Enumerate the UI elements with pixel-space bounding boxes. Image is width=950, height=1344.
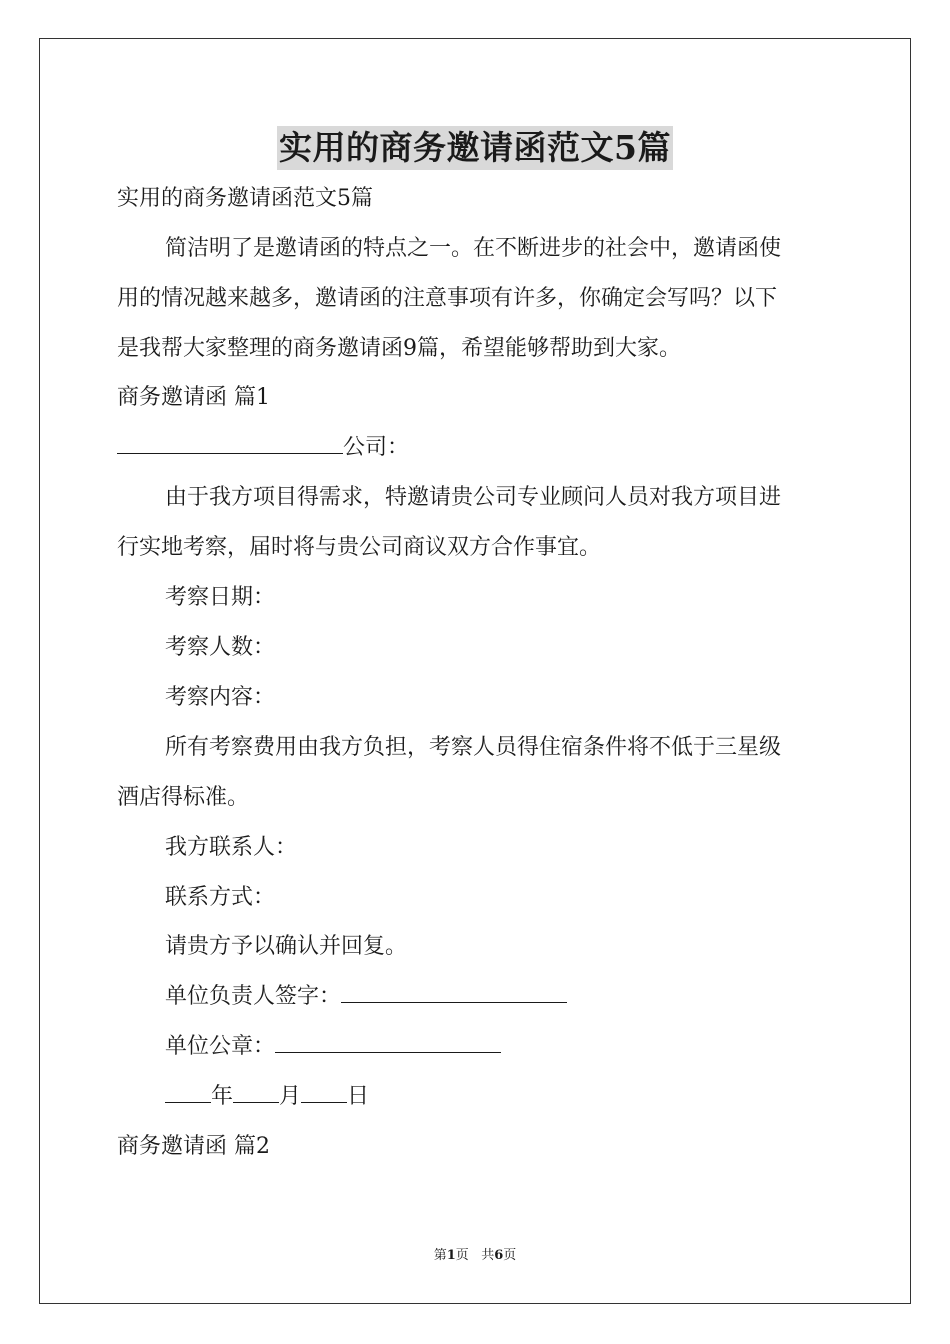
- company-line: [117, 433, 409, 463]
- inspection-date-label: 考察日期：: [165, 585, 276, 610]
- section-2-heading: 商务邀请函 篇2: [117, 1134, 270, 1159]
- confirm-request: 请贵方予以确认并回复。: [165, 934, 408, 959]
- section-1-heading: 商务邀请函 篇1: [117, 385, 270, 410]
- day-blank: [301, 1082, 347, 1103]
- cost-line-2: 酒店得标准。: [117, 785, 250, 810]
- seal-label: 单位公章：: [165, 1034, 276, 1059]
- document-title: [0, 126, 950, 172]
- section-1-body-line-2: 行实地考察，届时将与贵公司商议双方合作事宜。: [117, 535, 602, 560]
- intro-line-1: 简洁明了是邀请函的特点之一。在不断进步的社会中，邀请函使: [165, 236, 782, 261]
- day-label: 日: [347, 1084, 370, 1109]
- contact-person-label: 我方联系人：: [165, 835, 298, 860]
- intro-line-2: 用的情况越来越多，邀请函的注意事项有许多，你确定会写吗？以下: [117, 286, 778, 311]
- inspection-content-label: 考察内容：: [165, 685, 276, 710]
- year-label: 年: [211, 1084, 234, 1109]
- company-suffix: 公司：: [343, 435, 410, 460]
- month-label: 月: [279, 1084, 302, 1109]
- year-blank: [165, 1082, 211, 1103]
- date-line: [165, 1082, 369, 1112]
- footer-page-prefix: 第: [433, 1248, 447, 1263]
- document-title-text: 实用的商务邀请函范文5篇: [277, 126, 673, 170]
- intro-line-3: 是我帮大家整理的商务邀请函9篇，希望能够帮助到大家。: [117, 336, 681, 361]
- signature-line: [165, 982, 567, 1012]
- inspection-people-label: 考察人数：: [165, 635, 276, 660]
- company-blank: [117, 433, 343, 454]
- contact-method-label: 联系方式：: [165, 885, 276, 910]
- footer-total-suffix: 页: [503, 1248, 517, 1263]
- document-subtitle: 实用的商务邀请函范文5篇: [117, 186, 373, 211]
- seal-line: [165, 1032, 501, 1062]
- page-border: [39, 38, 911, 1304]
- footer-page-number: 1: [446, 1248, 456, 1263]
- page-footer: [0, 1247, 950, 1265]
- cost-line-1: 所有考察费用由我方负担，考察人员得住宿条件将不低于三星级: [165, 735, 782, 760]
- footer-page-suffix: 页: [455, 1248, 469, 1263]
- footer-total-number: 6: [494, 1248, 504, 1263]
- footer-total-prefix: 共: [481, 1248, 495, 1263]
- section-1-body-line-1: 由于我方项目得需求，特邀请贵公司专业顾问人员对我方项目进: [165, 485, 782, 510]
- seal-blank: [275, 1032, 501, 1053]
- month-blank: [233, 1082, 279, 1103]
- signature-label: 单位负责人签字：: [165, 984, 342, 1009]
- signature-blank: [341, 982, 567, 1003]
